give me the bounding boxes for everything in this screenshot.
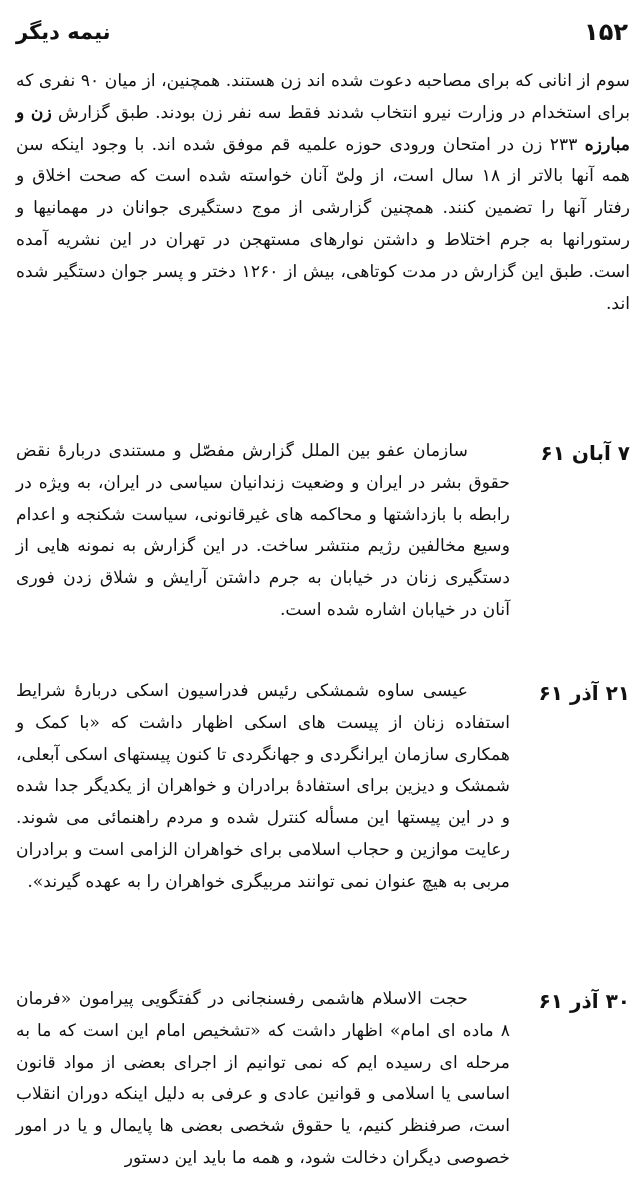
page-header [16, 10, 628, 54]
entry-paragraph: حجت الاسلام هاشمی رفسنجانی در گفتگویی پیرامون «فرمان ۸ ماده ای امام» اظهار داشت که «تشخیص امام این است که ما به مرحله ای رسیده ایم که نمی توانیم از اجرای بعضی از مواد قانون اساسی یا اسلامی و قوانین عادی و عرفی به دلیل اینکه دوران انقلاب است، صرفنظر کنیم، یا حقوق شخصی بعضی ها پایمال و یا در امور خصوصی دیگران دخالت شود، و همه ما باید این دستور [16, 989, 510, 1168]
entry-text-part: سوم از انانی که برای مصاحبه دعوت شده اند زن هستند. همچنین، از میان ۹۰ نفری که برای استخدام در وزارت نیرو انتخاب شدند فقط سه نفر زن بودند. طبق گزارش [16, 71, 630, 123]
entry-text [16, 984, 510, 1175]
entry-text-part: ۲۳۳ زن در امتحان ورودی حوزه علمیه قم موفق شده اند. با وجود اینکه سن همه آنها بالاتر از ۱۸ سال است، از ولیّ آنان خواسته شده است که صحت اخلاق و رفتار آنها را تضمین کنند. همچنین گزارشی از موج دستگیری جوانان در مهمانیها و رستورانها به جرم اختلاط و داشتن نوارهای مستهجن در تهران در این نشریه آمده است. طبق این گزارش در مدت کوتاهی، بیش از ۱۲۶۰ دختر و پسر جوان دستگیر شده اند. [16, 134, 630, 314]
page-number: ۱۵۲ [584, 18, 628, 46]
entry-paragraph [16, 66, 630, 320]
running-title: نیمه دیگر [16, 20, 111, 44]
entry-date: ۷ آبان ۶۱ [540, 441, 630, 465]
entry-paragraph: عیسی ساوه شمشکی رئیس فدراسیون اسکی دربارهٔ شرایط استفاده زنان از پیست های اسکی اظهار داشت که «با کمک و همکاری سازمان ایرانگردی و جهانگردی تا کنون پیستهای اسکی آبعلی، شمشک و دیزین برای استفادهٔ برادران و خواهران از یکدیگر جدا شده و در این پیستها این مسأله کنترل شده و مردم راهنمائی می شوند. رعایت موازین و حجاب اسلامی برای خواهران الزامی است و برادران مربی به هیچ عنوان نمی توانند مربیگری خواهران را به عهده گیرند». [16, 681, 510, 892]
entry-date: ۳۰ آذر ۶۱ [538, 989, 630, 1013]
entry-text [16, 66, 630, 320]
entry-date: ۲۱ آذر ۶۱ [538, 681, 630, 705]
entry-text [16, 436, 510, 627]
entry-text [16, 676, 510, 899]
publication-name: زن و مبارزه [16, 102, 631, 155]
entry-paragraph: سازمان عفو بین الملل گزارش مفصّل و مستندی دربارهٔ نقض حقوق بشر در ایران و وضعیت زندانیان سیاسی در ایران، به ویژه در رابطه با بازداشتها و محاکمه های غیرقانونی، سیاست شکنجه و اعدام وسیع مخالفین رژیم منتشر ساخت. در این گزارش به نمونه هایی از دستگیری زنان در خیابان به جرم داشتن آرایش و شلاق زدن فوری آنان در خیابان اشاره شده است. [16, 441, 510, 620]
